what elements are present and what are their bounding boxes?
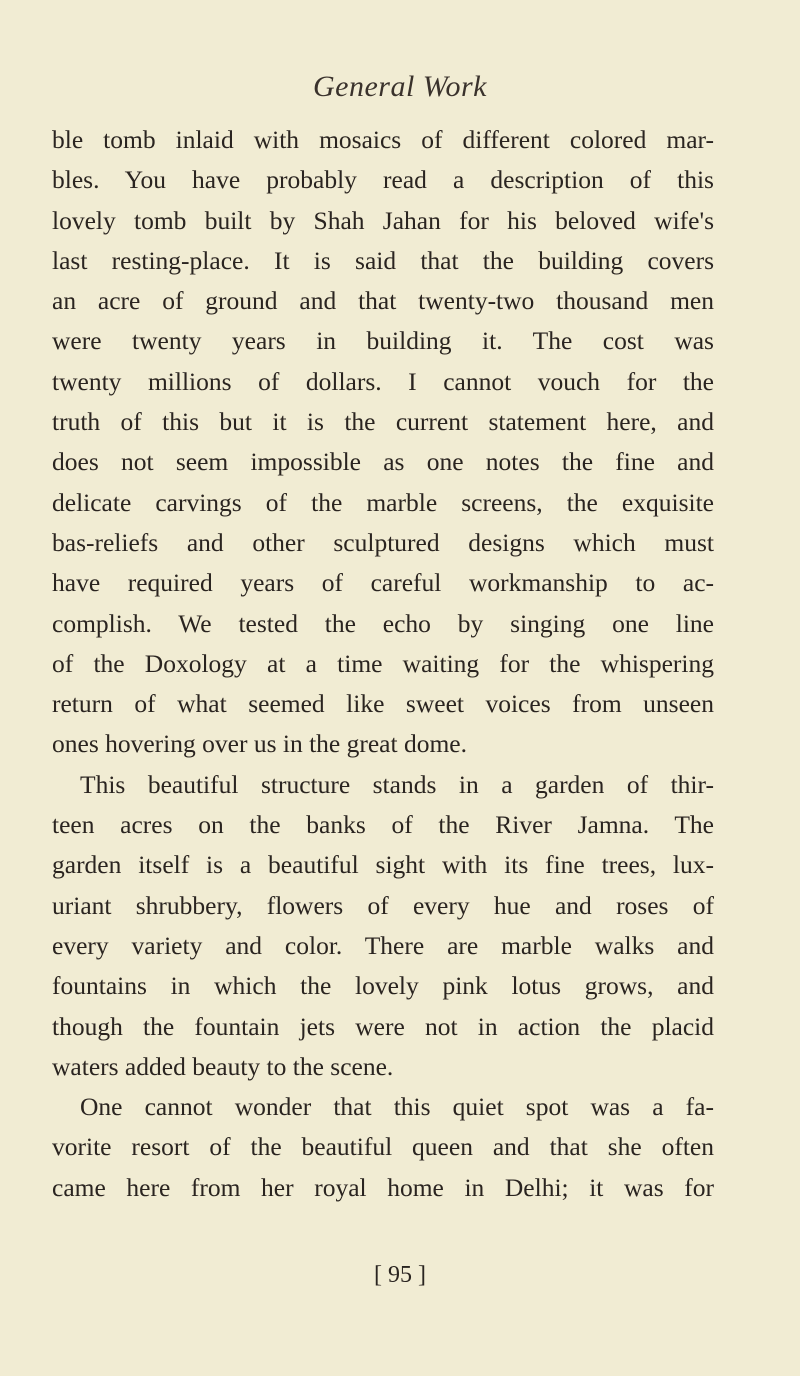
text-line: though the fountain jets were not in action the placid	[52, 1011, 714, 1041]
text-line: teen acres on the banks of the River Jamna. The	[52, 810, 714, 840]
body-text	[52, 120, 714, 1208]
page-number: [ 95 ]	[374, 1262, 426, 1288]
text-line: have required years of careful workmanship to ac-	[52, 568, 714, 598]
text-line: vorite resort of the beautiful queen and that she often	[52, 1132, 714, 1162]
text-line: delicate carvings of the marble screens, the exquisite	[52, 487, 714, 517]
text-line: of the Doxology at a time waiting for the whispering	[52, 648, 714, 678]
text-line: an acre of ground and that twenty-two thousand men	[52, 286, 714, 316]
text-line: lovely tomb built by Shah Jahan for his beloved wife's	[52, 205, 714, 235]
text-line: waters added beauty to the scene.	[52, 1051, 394, 1081]
text-line: garden itself is a beautiful sight with its fine trees, lux-	[52, 850, 714, 880]
text-line: complish. We tested the echo by singing one line	[52, 608, 714, 638]
running-head: General Work	[312, 70, 488, 103]
text-line: last resting-place. It is said that the building covers	[52, 245, 714, 275]
text-line: were twenty years in building it. The cost was	[52, 326, 714, 356]
text-line: every variety and color. There are marble walks and	[52, 930, 714, 960]
text-line: came here from her royal home in Delhi; it was for	[52, 1172, 714, 1202]
text-line: This beautiful structure stands in a garden of thir-	[80, 769, 714, 799]
text-line: fountains in which the lovely pink lotus grows, and	[52, 971, 714, 1001]
text-line: twenty millions of dollars. I cannot vouch for the	[52, 366, 714, 396]
text-line: bles. You have probably read a description of this	[52, 165, 714, 195]
text-line: ble tomb inlaid with mosaics of different colored mar-	[52, 125, 714, 154]
text-line: uriant shrubbery, flowers of every hue and roses of	[52, 890, 714, 920]
text-line: ones hovering over us in the great dome.	[52, 729, 467, 759]
text-line: truth of this but it is the current statement here, and	[52, 407, 714, 437]
text-line: One cannot wonder that this quiet spot was a fa-	[80, 1092, 714, 1122]
text-line: return of what seemed like sweet voices from unseen	[52, 689, 714, 719]
text-line: does not seem impossible as one notes the fine and	[52, 447, 714, 477]
text-line: bas-reliefs and other sculptured designs which must	[52, 527, 714, 557]
